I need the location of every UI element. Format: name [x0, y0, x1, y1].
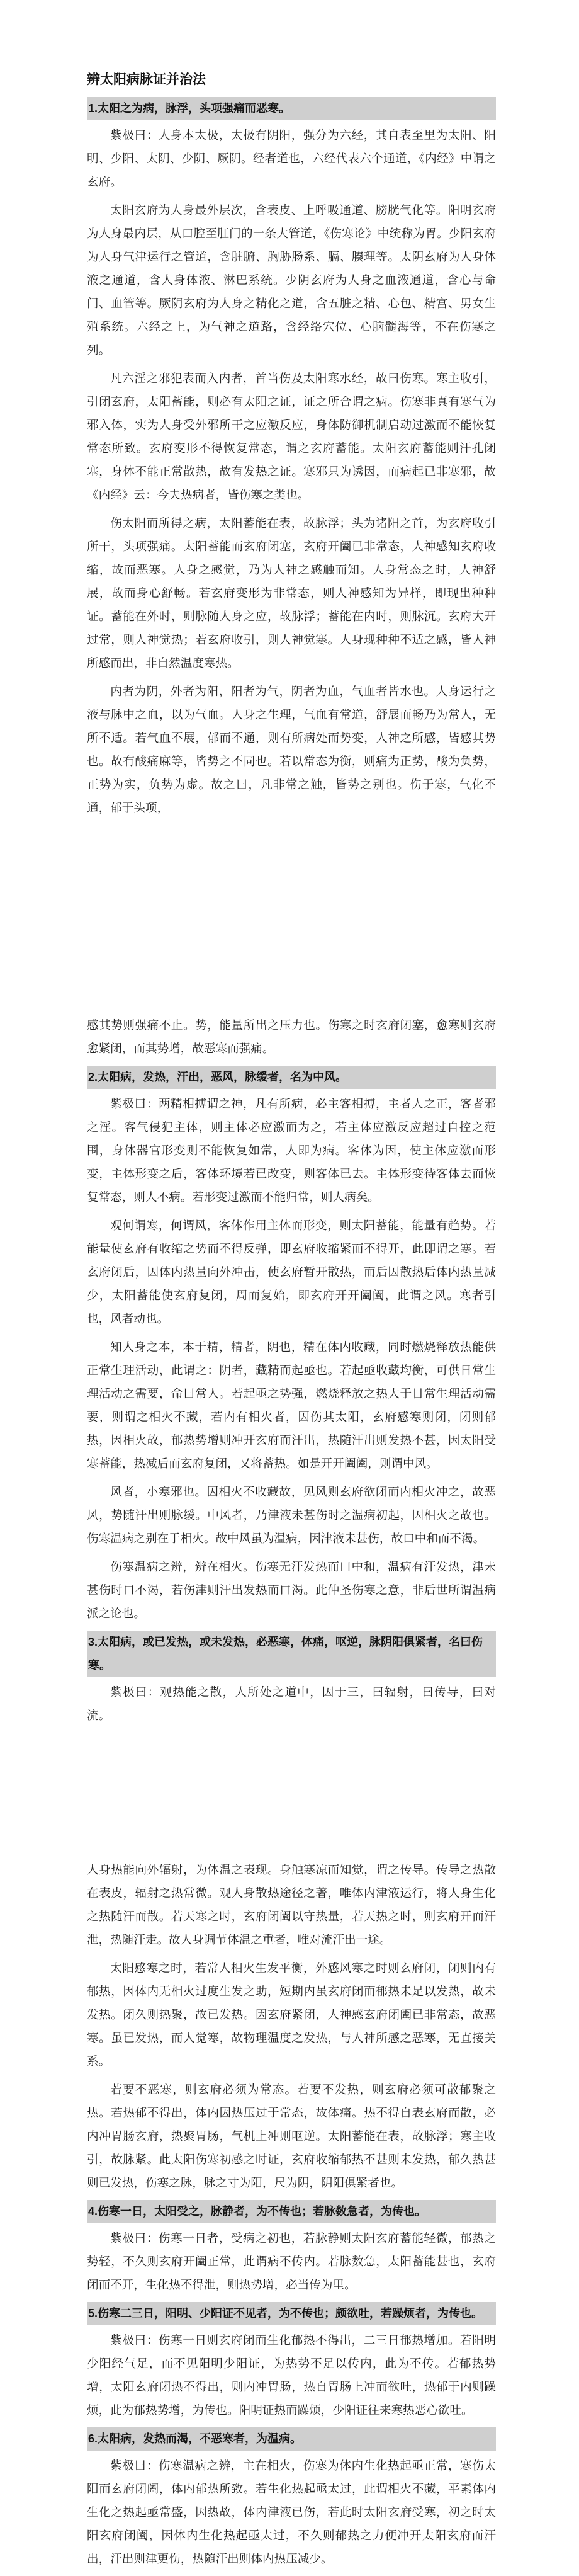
paragraph: 风者，小寒邪也。因相火不收藏故，见风则玄府欲闭而内相火冲之，故恶风，势随汗出则脉缓。中风者，乃津液未甚伤时之温病初起，因相火之故也。伤寒温病之别在于相火。故中风虽为温病，因津液未甚伤，故口中和而不渴。	[87, 1486, 496, 1546]
paragraph-continued: 人身热能向外辐射，为体温之表现。身触寒凉而知觉，谓之传导。传导之热散在表皮，辐射之热常微。观人身散热途径之著，唯体内津液运行，将人身生化之热随汗而散。若天寒之时，玄府闭阖以守热量，若天热之时，则玄府开而汗泄，热随汗走。故人身调节体温之重者，唯对流汗出一途。	[87, 1864, 496, 1947]
section-4	[87, 2200, 496, 2297]
paragraph: 太阳玄府为人身最外层次，含表皮、上呼吸通道、膀胱气化等。阳明玄府为人身最内层，从口腔至肛门的一条大管道，《伤寒论》中统称为胃。少阳玄府为人身气津运行之管道，含脏腑、胸胁肠系、膈、腠理等。太阴玄府为人身体液之通道，含人身体液、淋巴系统。少阴玄府为人身之血液通道，含心与命门、血管等。厥阴玄府为人身之精化之道，含五脏之精、心包、精宫、男女生殖系统。六经之上，为气神之道路，含经络穴位、心脑髓海等，不在伤寒之列。	[87, 204, 496, 357]
section-heading: 2.太阳病，发热，汗出，恶风，脉缓者，名为中风。	[87, 1066, 496, 1089]
paragraph: 紫极曰：两精相搏谓之神，凡有所病，必主客相搏，主者人之正，客者邪之淫。客气侵犯主体，则主体必应激而为之，若主体应激反应超过自控之范围，身体器官形变则不能恢复如常，人即为病。客体为因，使主体应激而形变，主体形变之后，客体环境若已改变，则客体已去。主体形变待客体去而恢复常态，则人不病。若形变过激而不能归常，则人病矣。	[87, 1098, 496, 1204]
paragraph: 观何谓寒，何谓风，客体作用主体而形变，则太阳蓄能，能量有趋势。若能量使玄府有收缩之势而不得反弹，即玄府收缩紧而不得开，此即谓之寒。若玄府闭后，因体内热量向外冲击，使玄府暂开散热，而后因散热后体内热量减少，太阳蓄能使玄府复闭，周而复始，即玄府开开阖阖，此谓之风。寒者引也，风者动也。	[87, 1219, 496, 1326]
paragraph: 紫极曰：人身本太极，太极有阴阳，强分为六经，其自表至里为太阳、阳明、少阳、太阴、少阴、厥阴。经者道也，六经代表六个通道，《内经》中谓之玄府。	[87, 129, 496, 189]
section-6	[87, 2427, 496, 2571]
paragraph: 紫极曰：伤寒一日则玄府闭而生化郁热不得出，二三日郁热增加。若阳明少阳经气足，而不见阳明少阳证，为热势不足以传内，此为不传。若郁热势增，太阳玄府闭热不得出，则内冲胃肠，热自胃肠上冲而欲吐，热郁于内则躁烦，此为郁热势增，为传也。阳明证热而躁烦，少阳证往来寒热恶心欲吐。	[87, 2334, 496, 2417]
paragraph: 紫极曰：伤寒温病之辨，主在相火，伤寒为体内生化热起亟正常，寒伤太阳而玄府闭阖，体内郁热所致。若生化热起亟太过，此谓相火不藏，平素体内生化之热起亟常盛，因热故，体内津液已伤，若此时太阳玄府受寒，初之时太阳玄府闭阖，因体内生化热起亟太过，不久则郁热之力便冲开太阳玄府而汗出，汗出则津更伤，热随汗出则体内热压减少。	[87, 2459, 496, 2566]
paragraph: 太阳感寒之时，若常人相火生发平衡，外感风寒之时则玄府闭，闭则内有郁热，因体内无相火过度生发之助，短期内虽玄府闭而郁热未足以发热，故未发热。闭久则热聚，故已发热。因玄府紧闭，人神感玄府闭阖已非常态，故恶寒。虽已发热，而人觉寒，故物理温度之发热，与人神所感之恶寒，无直接关系。	[87, 1962, 496, 2068]
paragraph: 内者为阴，外者为阳，阳者为气，阴者为血，气血者皆水也。人身运行之液与脉中之血，以为气血。人身之生理，气血有常道，舒展而畅乃为常人，无所不适。若气血不展，郁而不通，则有所病处而势变，人神之所感，皆感其势也。故有酸痛麻等，皆势之不同也。若以常态为衡，则痛为正势，酸为负势，正势为实，负势为虚。故之曰，凡非常之触，皆势之别也。伤于寒，气化不通，郁于头项，	[87, 685, 496, 815]
section-heading: 4.伤寒一日，太阳受之，脉静者，为不传也；若脉数急者，为传也。	[87, 2200, 496, 2223]
paragraph: 知人身之本，本于精，精者，阴也，精在体内收藏，同时燃烧释放热能供正常生理活动，此谓之：阴者，藏精而起亟也。若起亟收藏均衡，可供日常生理活动之需要，命曰常人。若起亟之势强，燃烧释放之热大于日常生理活动需要，则谓之相火不藏，若内有相火者，因伤其太阳，玄府感寒则闭，闭则郁热，因相火故，郁热势增则冲开玄府而汗出，热随汗出则发热不甚，因太阳受寒蓄能，热减后而玄府复闭，又将蓄热。如是开开阖阖，则谓中风。	[87, 1341, 496, 1471]
page-break-gap	[87, 1733, 496, 1859]
document-page	[87, 71, 496, 2576]
paragraph: 伤寒温病之辨，辨在相火。伤寒无汗发热而口中和，温病有汗发热，津未甚伤时口不渴，若伤津则汗出发热而口渴。此仲圣伤寒之意，非后世所谓温病派之论也。	[87, 1561, 496, 1621]
page-break-gap	[87, 825, 496, 1014]
paragraph: 紫极曰：伤寒一日者，受病之初也，若脉静则太阳玄府蓄能轻微，郁热之势轻，不久则玄府开阖正常，此谓病不传内。若脉数急，太阳蓄能甚也，玄府闭而不开，生化热不得泄，则热势增，必当传为里。	[87, 2232, 496, 2292]
paragraph: 若要不恶寒，则玄府必须为常态。若要不发热，则玄府必须可散郁聚之热。若热郁不得出，体内因热压过于常态，故体痛。热不得自表玄府而散，必内冲胃肠玄府，热聚胃肠，气机上冲则呕逆。太阳蓄能在表，故脉浮；寒主收引，故脉紧。此太阳伤寒初感之时证，玄府收缩郁热不甚则未发热，郁久热甚则已发热，伤寒之脉，脉之寸为阳，尺为阴，阴阳俱紧者也。	[87, 2083, 496, 2190]
section-1	[87, 97, 496, 1061]
section-heading: 6.太阳病，发热而渴，不恶寒者，为温病。	[87, 2427, 496, 2451]
section-heading: 3.太阳病，或已发热，或未发热，必恶寒，体痛，呕逆，脉阴阳俱紧者，名曰伤寒。	[87, 1631, 496, 1677]
section-heading: 5.伤寒二三日，阳明、少阳证不见者，为不传也；颇欲吐，若躁烦者，为传也。	[87, 2302, 496, 2325]
paragraph: 伤太阳而所得之病，太阳蓄能在表，故脉浮；头为诸阳之首，为玄府收引所干，头项强痛。太阳蓄能而玄府闭塞，玄府开阖已非常态，人神感知玄府收缩，故而恶寒。人身之感觉，乃为人神之感触而知。人身常态之时，人神舒展，故而身心舒畅。若玄府变形为非常态，则人神感知为异样，即现出种种证。蓄能在外时，则脉随人身之应，故脉浮；蓄能在内时，则脉沉。玄府大开过常，则人神觉热；若玄府收引，则人神觉寒。人身现种种不适之感，皆人神所感而出，非自然温度寒热。	[87, 517, 496, 670]
section-2	[87, 1066, 496, 1626]
section-5	[87, 2302, 496, 2422]
section-heading: 1.太阳之为病，脉浮，头项强痛而恶寒。	[87, 97, 496, 120]
paragraph: 凡六淫之邪犯表而入内者，首当伤及太阳寒水经，故曰伤寒。寒主收引，引闭玄府，太阳蓄能，则必有太阳之证，证之所合谓之病。伤寒非真有寒气为邪入体，实为人身受外邪所干之应激反应，身体防御机制启动过激而不能恢复常态所致。玄府变形不得恢复常态，谓之玄府蓄能。太阳玄府蓄能则汗孔闭塞，身体不能正常散热，故有发热之证。寒邪只为诱因，而病起已非寒邪，故《内经》云：今夫热病者，皆伤寒之类也。	[87, 372, 496, 502]
page-title: 辨太阳病脉证并治法	[87, 72, 206, 87]
section-3	[87, 1631, 496, 2195]
paragraph: 紫极曰：观热能之散，人所处之道中，因于三，曰辐射，曰传导，曰对流。	[87, 1686, 496, 1723]
paragraph-continued: 感其势则强痛不止。势，能量所出之压力也。伤寒之时玄府闭塞，愈寒则玄府愈紧闭，而其势增，故恶寒而强痛。	[87, 1019, 496, 1056]
